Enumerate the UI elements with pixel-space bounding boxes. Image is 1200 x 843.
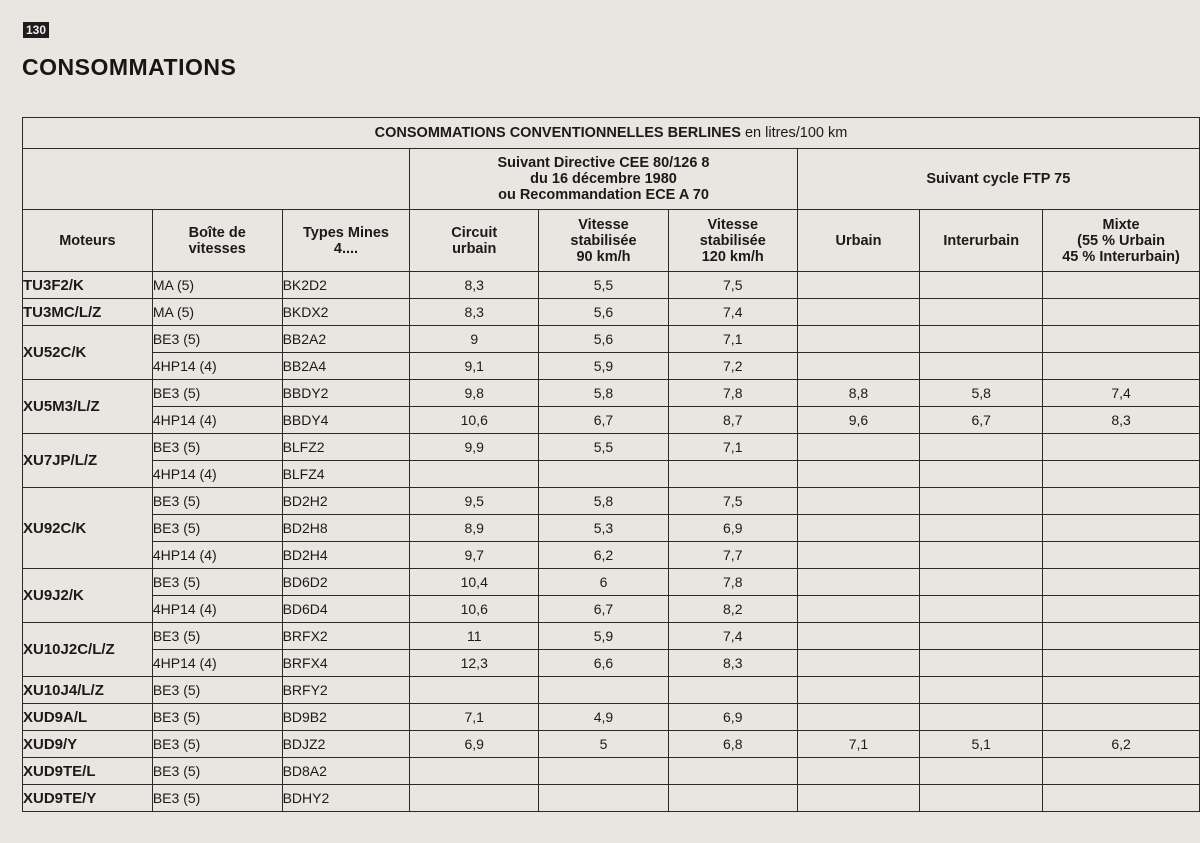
cell-ftp-interurbain bbox=[920, 623, 1043, 650]
header-circuit-line: Circuit bbox=[451, 224, 498, 241]
cell-v120 bbox=[668, 677, 797, 704]
header-boite bbox=[152, 210, 282, 272]
cell-v90: 5,8 bbox=[539, 380, 669, 407]
cell-circuit-urbain: 8,3 bbox=[410, 299, 539, 326]
cell-ftp-mixte bbox=[1043, 677, 1200, 704]
cell-boite: BE3 (5) bbox=[152, 704, 282, 731]
cell-circuit-urbain: 10,4 bbox=[410, 569, 539, 596]
header-cee-line: du 16 décembre 1980 bbox=[530, 171, 677, 187]
table-row bbox=[23, 326, 1200, 353]
cell-ftp-mixte bbox=[1043, 353, 1200, 380]
cell-v120: 7,8 bbox=[668, 569, 797, 596]
header-types-mines bbox=[282, 210, 410, 272]
cell-moteur: TU3MC/L/Z bbox=[23, 299, 153, 326]
cell-boite: BE3 (5) bbox=[152, 731, 282, 758]
header-v120-line: 120 km/h bbox=[701, 248, 764, 265]
cell-circuit-urbain: 9,5 bbox=[410, 488, 539, 515]
cell-ftp-mixte bbox=[1043, 461, 1200, 488]
table-row bbox=[23, 569, 1200, 596]
cell-type: BRFX4 bbox=[282, 650, 410, 677]
header-group-cee bbox=[410, 149, 797, 210]
table-row bbox=[23, 488, 1200, 515]
cell-ftp-interurbain bbox=[920, 434, 1043, 461]
cell-v90: 5,5 bbox=[539, 434, 669, 461]
cell-type: BD8A2 bbox=[282, 758, 410, 785]
header-urbain: Urbain bbox=[797, 210, 920, 272]
cell-circuit-urbain: 10,6 bbox=[410, 407, 539, 434]
header-types-line: Types Mines bbox=[303, 224, 389, 241]
header-v90-line: 90 km/h bbox=[576, 248, 631, 265]
table-row bbox=[23, 461, 1200, 488]
cell-ftp-interurbain bbox=[920, 299, 1043, 326]
cell-boite: BE3 (5) bbox=[152, 758, 282, 785]
cell-boite: MA (5) bbox=[152, 272, 282, 299]
cell-ftp-interurbain: 5,1 bbox=[920, 731, 1043, 758]
cell-type: BD2H4 bbox=[282, 542, 410, 569]
cell-v120: 7,5 bbox=[668, 272, 797, 299]
cell-boite: 4HP14 (4) bbox=[152, 596, 282, 623]
cell-circuit-urbain: 8,9 bbox=[410, 515, 539, 542]
cell-ftp-urbain bbox=[797, 758, 920, 785]
cell-boite: 4HP14 (4) bbox=[152, 461, 282, 488]
cell-ftp-urbain bbox=[797, 650, 920, 677]
cell-v120: 8,3 bbox=[668, 650, 797, 677]
cell-ftp-urbain bbox=[797, 515, 920, 542]
cell-circuit-urbain: 9,8 bbox=[410, 380, 539, 407]
cell-type: BD2H2 bbox=[282, 488, 410, 515]
header-v90-line: Vitesse bbox=[578, 216, 629, 233]
cell-ftp-interurbain: 5,8 bbox=[920, 380, 1043, 407]
cell-v120: 7,1 bbox=[668, 326, 797, 353]
cell-boite: BE3 (5) bbox=[152, 380, 282, 407]
cell-type: BLFZ2 bbox=[282, 434, 410, 461]
cell-ftp-mixte bbox=[1043, 569, 1200, 596]
cell-v90 bbox=[539, 785, 669, 812]
cell-moteur: XU52C/K bbox=[23, 326, 153, 380]
cell-ftp-urbain: 7,1 bbox=[797, 731, 920, 758]
cell-ftp-mixte bbox=[1043, 272, 1200, 299]
header-circuit-urbain bbox=[410, 210, 539, 272]
table-caption-unit: en litres/100 km bbox=[740, 125, 848, 141]
header-mixte-line: 45 % Interurbain) bbox=[1062, 248, 1180, 265]
cell-boite: 4HP14 (4) bbox=[152, 353, 282, 380]
cell-v90: 5,3 bbox=[539, 515, 669, 542]
table-row bbox=[23, 758, 1200, 785]
cell-v90: 5,6 bbox=[539, 326, 669, 353]
cell-ftp-interurbain bbox=[920, 785, 1043, 812]
cell-moteur: XU10J4/L/Z bbox=[23, 677, 153, 704]
cell-v120: 7,7 bbox=[668, 542, 797, 569]
cell-ftp-urbain bbox=[797, 596, 920, 623]
cell-moteur: XU7JP/L/Z bbox=[23, 434, 153, 488]
cell-circuit-urbain: 10,6 bbox=[410, 596, 539, 623]
table-caption-main: CONSOMMATIONS CONVENTIONNELLES BERLINES bbox=[374, 125, 741, 141]
table-row bbox=[23, 785, 1200, 812]
cell-boite: MA (5) bbox=[152, 299, 282, 326]
table-row bbox=[23, 623, 1200, 650]
cell-circuit-urbain bbox=[410, 785, 539, 812]
cell-ftp-urbain: 8,8 bbox=[797, 380, 920, 407]
cell-ftp-interurbain bbox=[920, 488, 1043, 515]
cell-ftp-mixte bbox=[1043, 785, 1200, 812]
cell-circuit-urbain: 9 bbox=[410, 326, 539, 353]
cell-ftp-mixte bbox=[1043, 704, 1200, 731]
cell-ftp-mixte: 7,4 bbox=[1043, 380, 1200, 407]
cell-boite: BE3 (5) bbox=[152, 785, 282, 812]
cell-ftp-interurbain bbox=[920, 353, 1043, 380]
cell-ftp-interurbain bbox=[920, 569, 1043, 596]
cell-ftp-urbain bbox=[797, 461, 920, 488]
cell-type: BRFX2 bbox=[282, 623, 410, 650]
cell-ftp-interurbain bbox=[920, 542, 1043, 569]
cell-ftp-interurbain bbox=[920, 650, 1043, 677]
cell-ftp-interurbain bbox=[920, 677, 1043, 704]
header-mixte-line: Mixte bbox=[1102, 216, 1140, 233]
table-row bbox=[23, 407, 1200, 434]
cell-ftp-mixte: 6,2 bbox=[1043, 731, 1200, 758]
cell-type: BBDY2 bbox=[282, 380, 410, 407]
cell-type: BD2H8 bbox=[282, 515, 410, 542]
cell-v120 bbox=[668, 758, 797, 785]
cell-v120 bbox=[668, 785, 797, 812]
cell-v90: 5,6 bbox=[539, 299, 669, 326]
header-v120 bbox=[668, 210, 797, 272]
cell-type: BD6D2 bbox=[282, 569, 410, 596]
cell-v120: 6,9 bbox=[668, 704, 797, 731]
table-row bbox=[23, 353, 1200, 380]
cell-ftp-urbain bbox=[797, 785, 920, 812]
cell-type: BKDX2 bbox=[282, 299, 410, 326]
cell-ftp-interurbain bbox=[920, 596, 1043, 623]
cell-v120: 6,9 bbox=[668, 515, 797, 542]
cell-v90 bbox=[539, 758, 669, 785]
cell-ftp-urbain bbox=[797, 542, 920, 569]
table-row bbox=[23, 380, 1200, 407]
header-cee-line: Suivant Directive CEE 80/126 8 bbox=[497, 155, 710, 171]
cell-type: BDJZ2 bbox=[282, 731, 410, 758]
cell-ftp-interurbain bbox=[920, 515, 1043, 542]
cell-moteur: XUD9TE/Y bbox=[23, 785, 153, 812]
cell-ftp-urbain bbox=[797, 353, 920, 380]
cell-ftp-urbain bbox=[797, 623, 920, 650]
header-mixte-line: (55 % Urbain bbox=[1077, 232, 1165, 249]
cell-v120 bbox=[668, 461, 797, 488]
cell-v120: 7,5 bbox=[668, 488, 797, 515]
header-v90-line: stabilisée bbox=[570, 232, 637, 249]
cell-v90: 6 bbox=[539, 569, 669, 596]
table-caption bbox=[23, 118, 1200, 149]
cell-boite: 4HP14 (4) bbox=[152, 650, 282, 677]
cell-v120: 7,1 bbox=[668, 434, 797, 461]
cell-v90: 6,7 bbox=[539, 407, 669, 434]
page-title: CONSOMMATIONS bbox=[22, 54, 237, 80]
header-moteurs: Moteurs bbox=[23, 210, 153, 272]
cell-ftp-mixte bbox=[1043, 623, 1200, 650]
cell-ftp-urbain bbox=[797, 299, 920, 326]
cell-boite: 4HP14 (4) bbox=[152, 407, 282, 434]
consumption-table bbox=[22, 117, 1200, 812]
cell-circuit-urbain bbox=[410, 677, 539, 704]
header-v120-line: Vitesse bbox=[707, 216, 759, 233]
cell-v90: 5,5 bbox=[539, 272, 669, 299]
page-number: 130 bbox=[23, 22, 49, 38]
cell-v90: 4,9 bbox=[539, 704, 669, 731]
cell-ftp-urbain bbox=[797, 326, 920, 353]
cell-ftp-mixte bbox=[1043, 542, 1200, 569]
header-mixte bbox=[1043, 210, 1200, 272]
cell-ftp-mixte: 8,3 bbox=[1043, 407, 1200, 434]
cell-v90: 5,8 bbox=[539, 488, 669, 515]
cell-v120: 7,4 bbox=[668, 623, 797, 650]
cell-v90 bbox=[539, 677, 669, 704]
cell-boite: BE3 (5) bbox=[152, 326, 282, 353]
cell-moteur: XU10J2C/L/Z bbox=[23, 623, 153, 677]
cell-type: BD9B2 bbox=[282, 704, 410, 731]
cell-boite: BE3 (5) bbox=[152, 677, 282, 704]
cell-circuit-urbain: 9,7 bbox=[410, 542, 539, 569]
cell-type: BRFY2 bbox=[282, 677, 410, 704]
header-interurbain: Interurbain bbox=[920, 210, 1043, 272]
cell-type: BB2A4 bbox=[282, 353, 410, 380]
table-row bbox=[23, 299, 1200, 326]
cell-circuit-urbain: 9,1 bbox=[410, 353, 539, 380]
table-row bbox=[23, 434, 1200, 461]
table-row bbox=[23, 542, 1200, 569]
table-row bbox=[23, 704, 1200, 731]
header-group-ftp: Suivant cycle FTP 75 bbox=[797, 149, 1199, 210]
cell-ftp-mixte bbox=[1043, 326, 1200, 353]
cell-ftp-urbain bbox=[797, 434, 920, 461]
table-row bbox=[23, 650, 1200, 677]
header-cee-line: ou Recommandation ECE A 70 bbox=[498, 187, 709, 203]
cell-moteur: XUD9A/L bbox=[23, 704, 153, 731]
cell-type: BLFZ4 bbox=[282, 461, 410, 488]
cell-ftp-interurbain bbox=[920, 704, 1043, 731]
cell-moteur: XU92C/K bbox=[23, 488, 153, 569]
cell-ftp-urbain bbox=[797, 677, 920, 704]
cell-ftp-urbain bbox=[797, 704, 920, 731]
header-v90 bbox=[539, 210, 669, 272]
cell-ftp-mixte bbox=[1043, 758, 1200, 785]
cell-ftp-interurbain bbox=[920, 758, 1043, 785]
cell-ftp-urbain bbox=[797, 569, 920, 596]
cell-moteur: XUD9TE/L bbox=[23, 758, 153, 785]
cell-v90 bbox=[539, 461, 669, 488]
cell-boite: 4HP14 (4) bbox=[152, 542, 282, 569]
header-circuit-line: urbain bbox=[452, 240, 497, 257]
cell-v90: 5,9 bbox=[539, 353, 669, 380]
cell-v90: 5,9 bbox=[539, 623, 669, 650]
cell-ftp-urbain bbox=[797, 488, 920, 515]
cell-type: BB2A2 bbox=[282, 326, 410, 353]
cell-circuit-urbain: 12,3 bbox=[410, 650, 539, 677]
table-row bbox=[23, 272, 1200, 299]
header-boite-line: vitesses bbox=[188, 240, 246, 257]
cell-ftp-interurbain bbox=[920, 461, 1043, 488]
cell-v90: 6,2 bbox=[539, 542, 669, 569]
cell-moteur: XU5M3/L/Z bbox=[23, 380, 153, 434]
cell-ftp-mixte bbox=[1043, 488, 1200, 515]
cell-v120: 8,7 bbox=[668, 407, 797, 434]
cell-v90: 6,6 bbox=[539, 650, 669, 677]
cell-ftp-mixte bbox=[1043, 596, 1200, 623]
cell-ftp-urbain bbox=[797, 272, 920, 299]
cell-ftp-interurbain: 6,7 bbox=[920, 407, 1043, 434]
header-boite-line: Boîte de bbox=[188, 224, 246, 241]
cell-circuit-urbain: 6,9 bbox=[410, 731, 539, 758]
cell-ftp-mixte bbox=[1043, 650, 1200, 677]
cell-type: BD6D4 bbox=[282, 596, 410, 623]
cell-v120: 8,2 bbox=[668, 596, 797, 623]
cell-v120: 6,8 bbox=[668, 731, 797, 758]
header-blank bbox=[23, 149, 410, 210]
cell-boite: BE3 (5) bbox=[152, 434, 282, 461]
cell-boite: BE3 (5) bbox=[152, 623, 282, 650]
cell-type: BBDY4 bbox=[282, 407, 410, 434]
cell-circuit-urbain: 11 bbox=[410, 623, 539, 650]
table-row bbox=[23, 677, 1200, 704]
cell-ftp-interurbain bbox=[920, 326, 1043, 353]
table-row bbox=[23, 731, 1200, 758]
cell-circuit-urbain: 9,9 bbox=[410, 434, 539, 461]
cell-type: BK2D2 bbox=[282, 272, 410, 299]
cell-boite: BE3 (5) bbox=[152, 515, 282, 542]
cell-moteur: XU9J2/K bbox=[23, 569, 153, 623]
cell-v120: 7,8 bbox=[668, 380, 797, 407]
cell-v90: 5 bbox=[539, 731, 669, 758]
cell-moteur: XUD9/Y bbox=[23, 731, 153, 758]
cell-type: BDHY2 bbox=[282, 785, 410, 812]
cell-circuit-urbain: 7,1 bbox=[410, 704, 539, 731]
cell-circuit-urbain bbox=[410, 758, 539, 785]
cell-ftp-mixte bbox=[1043, 299, 1200, 326]
cell-v120: 7,4 bbox=[668, 299, 797, 326]
cell-ftp-interurbain bbox=[920, 272, 1043, 299]
cell-circuit-urbain: 8,3 bbox=[410, 272, 539, 299]
cell-boite: BE3 (5) bbox=[152, 569, 282, 596]
cell-v90: 6,7 bbox=[539, 596, 669, 623]
cell-circuit-urbain bbox=[410, 461, 539, 488]
cell-moteur: TU3F2/K bbox=[23, 272, 153, 299]
cell-boite: BE3 (5) bbox=[152, 488, 282, 515]
cell-ftp-mixte bbox=[1043, 515, 1200, 542]
table-row bbox=[23, 515, 1200, 542]
table-row bbox=[23, 596, 1200, 623]
header-v120-line: stabilisée bbox=[699, 232, 766, 249]
table-body bbox=[23, 272, 1200, 812]
cell-ftp-mixte bbox=[1043, 434, 1200, 461]
cell-ftp-urbain: 9,6 bbox=[797, 407, 920, 434]
cell-v120: 7,2 bbox=[668, 353, 797, 380]
header-types-line: 4.... bbox=[333, 240, 359, 257]
